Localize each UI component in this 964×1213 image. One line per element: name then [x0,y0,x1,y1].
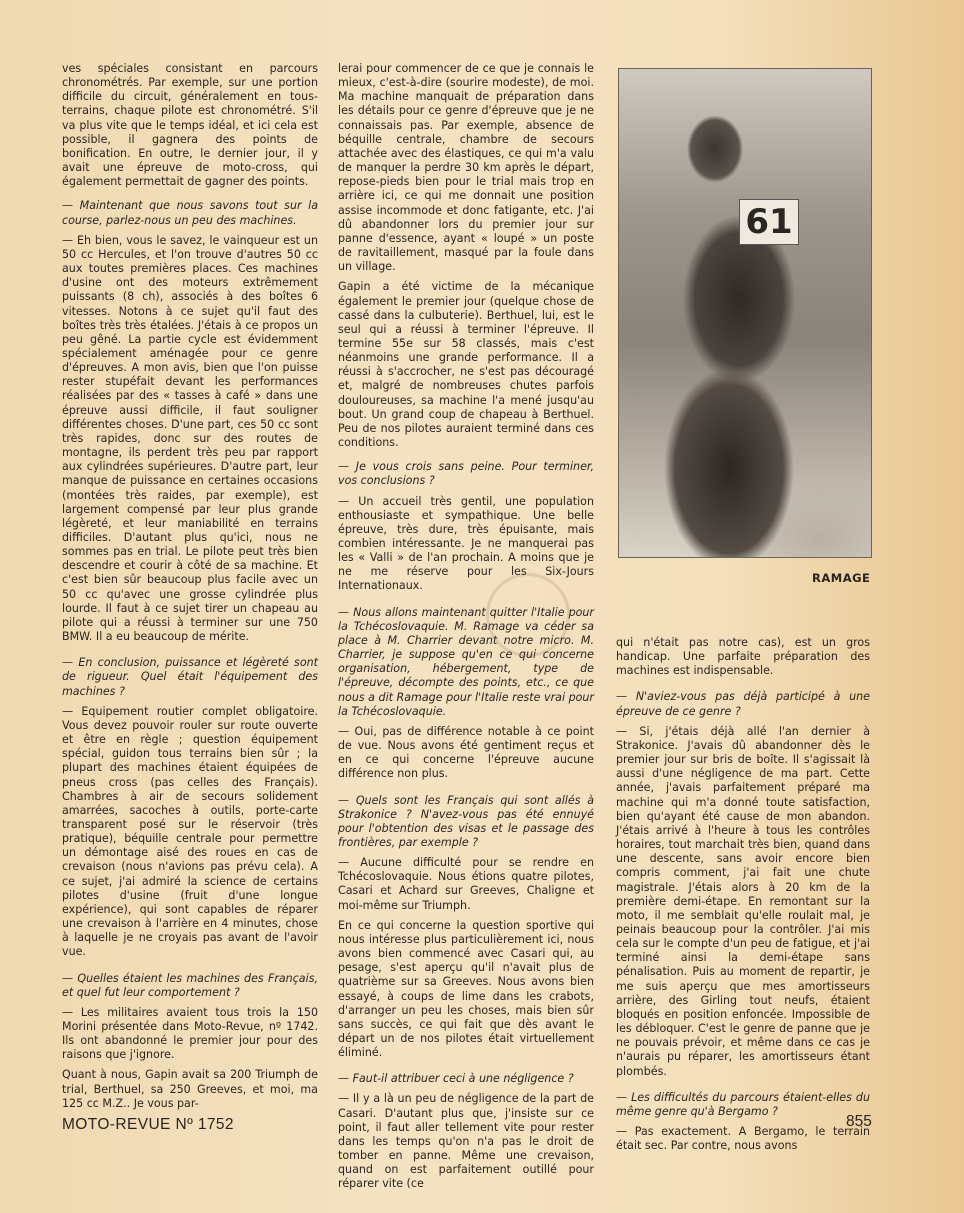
interviewer-question: — Faut-il attribuer ceci à une négligence ? [338,1072,574,1086]
paragraph: — Si, j'étais déjà allé l'an dernier à Strakonice. J'avais dû abandonner dès le premier jour sur bris de boîte. Il s'agissait là aussi d'une négligence de ma part. Cette année, j'avais parfaitement préparé ma machine qui m'a donné toute satisfaction, bien qu'ayant été cause de mon abandon. J'étais arrivé à l'heure à tous les contrôles horaires, tout marchait très bien, quand dans une descente, sans avoir encore bien compris comment, j'ai fait une chute magistrale. J'étais alors à 20 km de la première demi-étape. En remontant sur la moto, il me semblait qu'elle roulait mal, je peinais beaucoup pour la contrôler. J'ai mis cela sur le compte d'un peu de fatigue, et j'ai terminé ainsi la demi-étape sans pénalisation. Puis au moment de repartir, je me suis aperçu que mes amortisseurs arrière, des Girling tout neufs, étaient bloqués en position enfoncée. Impossible de les débloquer. C'est le genre de panne que je ne pouvais prévoir, et même dans ce cas je n'aurais pu réparer, les amortisseurs étant plombés. [616,724,870,1078]
paragraph: Quant à nous, Gapin avait sa 200 Triumph de trial, Berthuel, sa 250 Greeves, et moi, ma 125 cc M.Z.. Je vous par- [62,1068,318,1110]
interviewer-question: — Les difficultés du parcours étaient-elles du même genre qu'à Bergamo ? [616,1090,870,1118]
paragraph: — Equipement routier complet obligatoire. Vous devez pouvoir rouler sur route ouverte et être en règle ; question équipement spécial, guidon tous terrains bien sûr ; la plupart des machines étaient équipées de pneus cross (pas celles des Français). Chambres à air de secours solidement amarrées, sacoches à outils, porte-carte transparent posé sur le réservoir (très pratique), béquille centrale pour permettre un démontage aisé des roues en cas de crevaison (nous n'avions pas prévu cela). A ce sujet, j'ai admiré la science de certains pilotes d'usine (fruit d'une longue expérience), qui sont capables de réparer une crevaison à l'arrière en 4 minutes, chose à laquelle je ne croyais pas avant de l'avoir vue. [62,704,318,959]
paragraph: — Eh bien, vous le savez, le vainqueur est un 50 cc Hercules, et l'on trouve d'autres 50 cc aux toutes premières places. Ces machines d'usine ont des moteurs extrêmement puissants (8 ch), associés à des boîtes 6 vitesses. Notons à ce sujet qu'il faut des boîtes très très étalées. J'étais à ce propos un peu gêné. La partie cycle est évidemment spécialement aménagée pour ce genre d'épreuves. A mon avis, bien que l'on puisse rester stupéfait devant les performances réalisées par des « tasses à café » dans une épreuve aussi difficile, il faut souligner différentes choses. D'une part, ces 50 cc sont très rapides, donc sur des routes de montagne, ils perdent très peu par rapport aux cylindrées supérieures. D'autre part, leur manque de puissance en certaines occasions (montées très raides, par exemple), est largement compensé par leur plus grande légèreté, et leur maniabilité en terrains difficiles. D'autant plus qu'ici, nous ne sommes pas en trial. Le pilote peut très bien descendre et courir à côté de sa machine. Et c'est bien sûr beaucoup plus facile avec un 50 cc qu'avec une grosse cylindrée plus lourde. Il faut à ce sujet tirer un chapeau au pilote qui a réussi à terminer sur une 750 BMW. Il a eu beaucoup de mérite. [62,233,318,644]
rider-photo [618,68,872,558]
interviewer-question: — N'aviez-vous pas déjà participé à une épreuve de ce genre ? [616,690,870,718]
paragraph: Gapin a été victime de la mécanique également le premier jour (quelque chose de cassé dans la culbuterie). Berthuel, lui, est le seul qui a réussi à terminer l'épreuve. Il termine 55e sur 58 classés, mais c'est néanmoins une grande performance. Il a réussi à s'accrocher, ne s'est pas découragé et, malgré de nombreuses chutes parfois douloureuses, sa machine l'a mené jusqu'au bout. Un grand coup de chapeau à Berthuel. Peu de nos pilotes auraient terminé dans ces conditions. [338,280,594,450]
paragraph: — Pas exactement. A Bergamo, le terrain était sec. Par contre, nous avons [616,1125,870,1153]
paragraph: — Aucune difficulté pour se rendre en Tchécoslovaquie. Nous étions quatre pilotes, Casari et Achard sur Greeves, Chaligne et moi-même sur Triumph. [338,856,594,912]
paragraph: qui n'était pas notre cas), est un gros handicap. Une parfaite préparation des machines est indispensable. [616,636,870,678]
paragraph: — Il y a là un peu de négligence de la part de Casari. D'autant plus que, j'insiste sur ce point, il faut aller tellement vite pour rester dans les temps qu'on n'a pas le droit de tomber en panne. Même une crevaison, quand on est parfaitement outillé pour réparer vite (ce [338,1092,594,1191]
paragraph: lerai pour commencer de ce que je connais le mieux, c'est-à-dire (sourire modeste), de moi. Ma machine manquait de préparation dans les détails pour ce genre d'épreuve que je ne connaissais pas. Par exemple, absence de béquille centrale, chambre de secours attachée avec des élastiques, ce qui m'a valu de manquer la perdre 30 km après le départ, repose-pieds bien pour le trial mais trop en arrière ici, ce qui me donnait une position assise incommode et donc fatigante, etc. J'ai dû abandonner lors du premier jour sur panne d'essence, ayant « loupé » un poste de ravitaillement, masqué par la foule dans un village. [338,62,594,274]
text-column-3 [616,636,870,1159]
interviewer-question: — Quels sont les Français qui sont allés à Strakonice ? N'avez-vous pas été ennuyé pour l'obtention des visas et le passage des frontières, par exemple ? [338,793,594,849]
race-number-plate: 61 [739,199,799,245]
magazine-issue-footer: MOTO-REVUE Nº 1752 [62,1116,234,1133]
paragraph: — Oui, pas de différence notable à ce point de vue. Nous avons été gentiment reçus et en ce qui concerne l'épreuve aucune différence non plus. [338,724,594,781]
interviewer-question: — Quelles étaient les machines des Français, et quel fut leur comportement ? [62,971,318,999]
interviewer-question: — Nous allons maintenant quitter l'Italie pour la Tchécoslovaquie. M. Ramage va céder sa place à M. Charrier devant notre micro. M. Charrier, je suppose qu'en ce qui concerne organisation, hébergement, type de l'épreuve, décompte des points, etc., ce que nous a dit Ramage pour l'Italie reste vrai pour la Tchécoslovaquie. [338,605,594,718]
page-number: 855 [846,1113,872,1130]
interviewer-question: — Je vous crois sans peine. Pour terminer, vos conclusions ? [338,460,594,488]
paragraph: ves spéciales consistant en parcours chronométrés. Par exemple, sur une portion difficile du circuit, généralement en tous-terrains, chaque pilote est chronométré. S'il va plus vite que le temps idéal, et ici cela est possible, il gagnera des points de bonification. En outre, le dernier jour, il y avait une épreuve de moto-cross, qui également permettait de gagner des points. [62,62,318,189]
paragraph: — Les militaires avaient tous trois la 150 Morini présentée dans Moto-Revue, nº 1742. Ils ont abandonné le premier jour pour des raisons que j'ignore. [62,1005,318,1062]
photo-caption: RAMAGE [812,571,871,585]
paragraph: — Un accueil très gentil, une population enthousiaste et sympathique. Une belle épreuve, très dure, très épuisante, mais combien intéressante. Je ne manquerai pas les « Valli » de l'an prochain. A moins que je ne me réserve pour les Six-Jours Internationaux. [338,494,594,593]
text-column-1 [62,62,318,1117]
interviewer-question: — Maintenant que nous savons tout sur la course, parlez-nous un peu des machines. [62,199,318,227]
library-stamp [486,573,570,657]
paragraph: En ce qui concerne la question sportive qui nous intéresse plus particulièrement ici, nous avons bien commencé avec Casari qui, au pesage, s'est aperçu qu'il n'avait plus de quatrième sur sa Greeves. Nous avons bien essayé, à coups de lime dans les crabots, d'arranger un peu les choses, mais bien sûr sans succès, ce qui fait que dès avant le départ un de nos pilotes était virtuellement éliminé. [338,918,594,1060]
interviewer-question: — En conclusion, puissance et légèreté sont de rigueur. Quel était l'équipement des machines ? [62,656,318,698]
